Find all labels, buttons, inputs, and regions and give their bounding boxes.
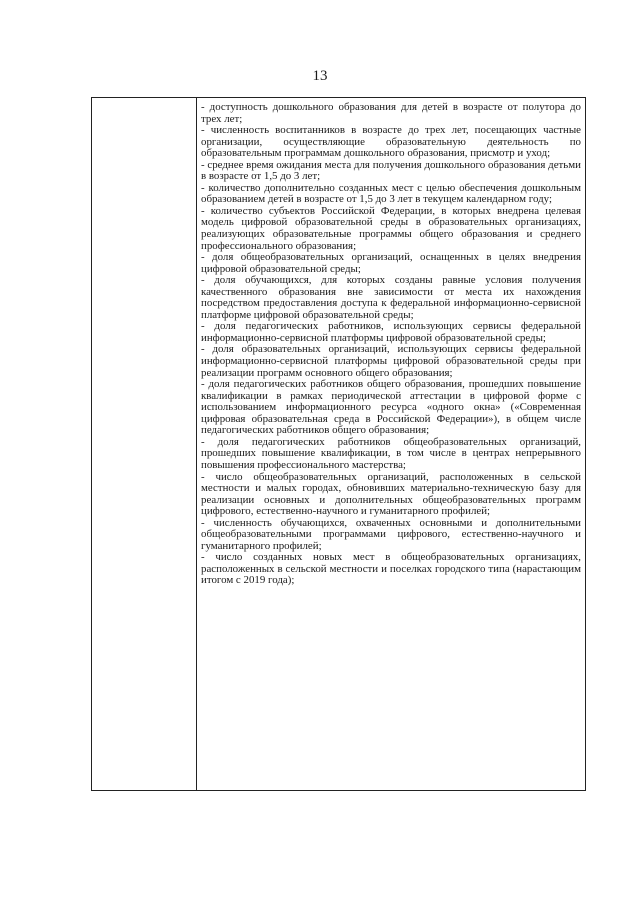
indicator-item: - доля педагогических работников общеобразовательных организаций, прошедших повышение квалификации, в том числе в центрах непрерывного повышения профессионального мастерства; — [201, 435, 581, 471]
indicator-item: - численность обучающихся, охваченных основными и дополнительными общеобразовательными программами цифрового, естественно-научного и гуманитарного профилей; — [201, 516, 581, 552]
indicator-item: - число общеобразовательных организаций, расположенных в сельской местности и малых городах, обновивших материально-техническую базу для реализации основных и дополнительных общеобразовательных программ цифрового, естественно-научного и гуманитарного профилей; — [201, 470, 581, 518]
indicator-item: - доступность дошкольного образования для детей в возрасте от полутора до трех лет; — [201, 101, 581, 125]
indicator-item: - среднее время ожидания места для получения дошкольного образования детьми в возрасте от 1,5 до 3 лет; — [201, 158, 581, 183]
table-left-column — [92, 98, 197, 790]
indicator-item: - количество дополнительно созданных мест с целью обеспечения дошкольным образованием детей в возрасте от 1,5 до 3 лет в текущем календарном году; — [201, 181, 581, 206]
indicator-item: - доля педагогических работников общего образования, прошедших повышение квалификации в рамках периодической аттестации в цифровой форме с использованием информационного ресурса «одного окна» («Современная цифровая образовательная среда в Российской Федерации»), в общем числе педагогических работников общего образования; — [201, 378, 581, 437]
table-right-column — [201, 102, 581, 790]
indicator-item: - количество субъектов Российской Федерации, в которых внедрена целевая модель цифровой образовательной среды в образовательных организациях, реализующих образовательные программы общего образования и среднего профессионального образования; — [201, 204, 581, 252]
indicator-item: - доля обучающихся, для которых созданы равные условия получения качественного образования вне зависимости от места их нахождения посредством предоставления доступа к федеральной информационно-сервисной платформе цифровой образовательной среды; — [201, 274, 581, 321]
indicator-item: - численность воспитанников в возрасте до трех лет, посещающих частные организации, осуществляющие образовательную деятельность по образовательным программам дошкольного образования, присмотр и уход; — [201, 124, 581, 160]
page-number: 13 — [312, 68, 328, 84]
indicator-item: - доля педагогических работников, использующих сервисы федеральной информационно-сервисной платформы цифровой образовательной среды; — [201, 320, 581, 344]
indicator-item: - доля образовательных организаций, использующих сервисы федеральной информационно-сервисной платформы цифровой образовательной среды при реализации программ основного общего образования; — [201, 343, 581, 379]
indicator-item: - число созданных новых мест в общеобразовательных организациях, расположенных в сельской местности и поселках городского типа (нарастающим итогом с 2019 года); — [201, 551, 581, 587]
document-table — [91, 97, 586, 791]
indicator-item: - доля общеобразовательных организаций, оснащенных в целях внедрения цифровой образовательной среды; — [201, 251, 581, 275]
